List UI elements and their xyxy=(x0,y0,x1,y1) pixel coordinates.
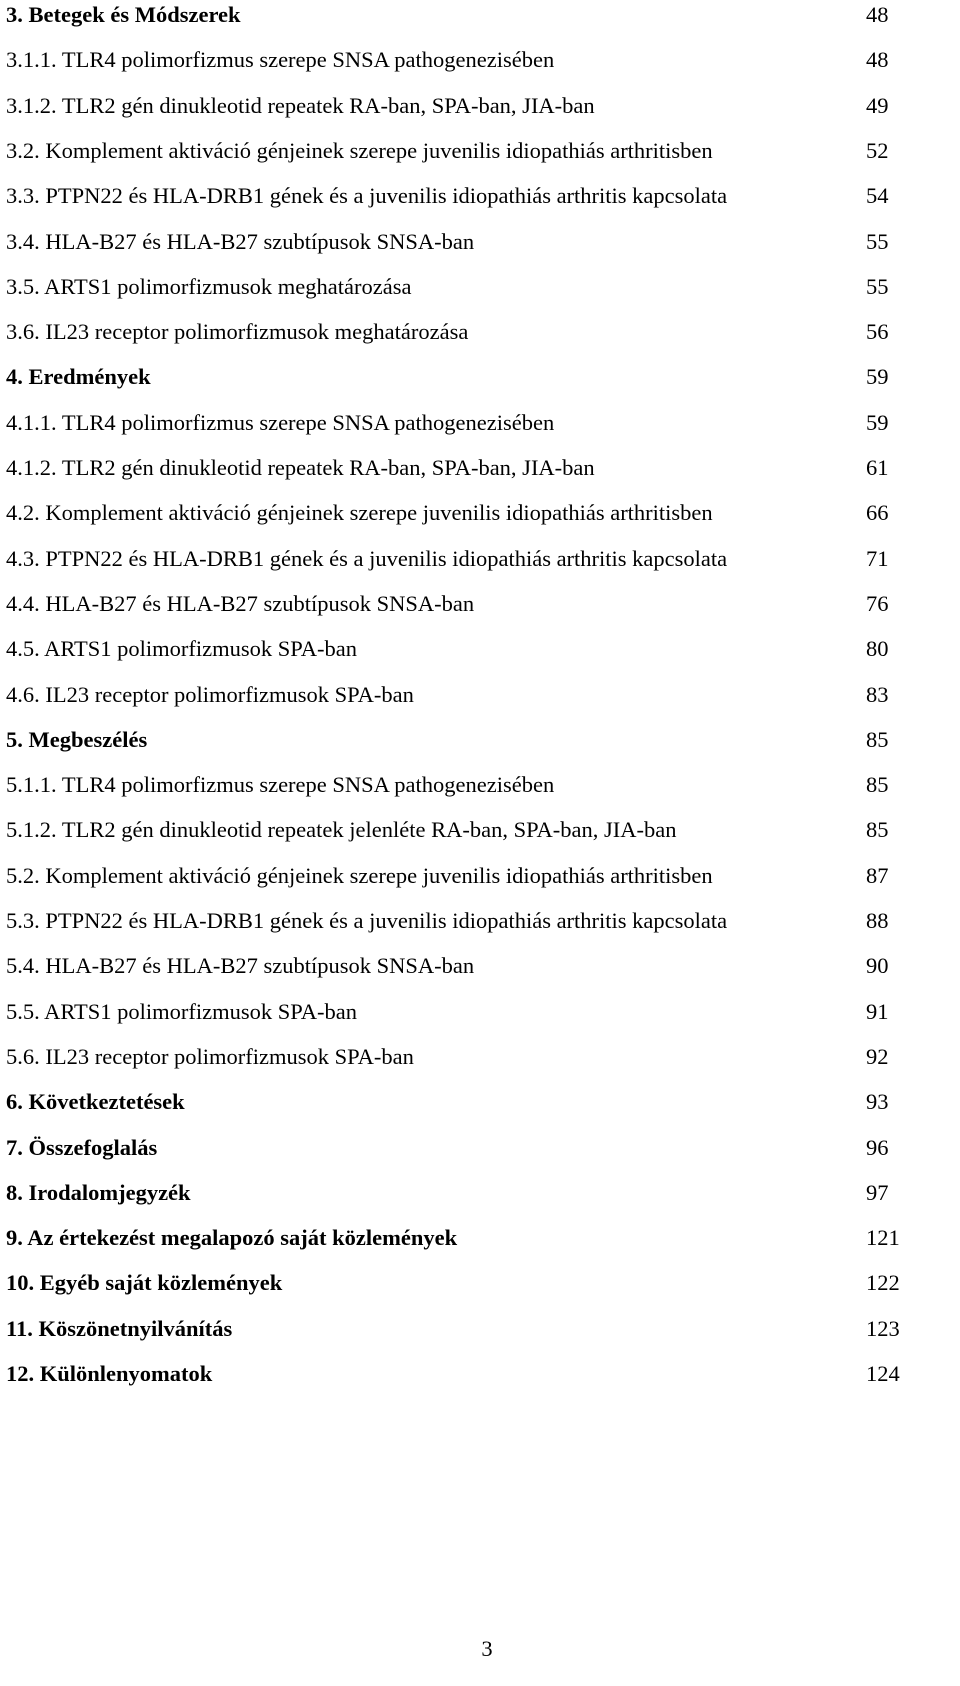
toc-entry-page: 96 xyxy=(866,1134,889,1160)
toc-section-entry xyxy=(0,273,960,316)
toc-entry-page: 88 xyxy=(866,908,889,933)
toc-entry-title: 9. Az értekezést megalapozó saját közlemények xyxy=(6,1225,458,1251)
toc-entry-page: 48 xyxy=(866,47,889,73)
toc-section-entry xyxy=(0,1043,960,1086)
toc-entry-page: 97 xyxy=(866,1179,889,1205)
toc-entry-page: 83 xyxy=(866,681,889,707)
toc-entry-title: 4. Eredmények xyxy=(6,364,151,390)
toc-entry-title: 4.2. Komplement aktiváció génjeinek szerepe juvenilis idiopathiás arthritisben xyxy=(6,500,713,526)
toc-entry-title: 8. Irodalomjegyzék xyxy=(6,1179,191,1205)
toc-chapter-entry xyxy=(0,1272,960,1312)
toc-entry-title: 5. Megbeszélés xyxy=(6,726,148,752)
toc-entry-title: 3.1.1. TLR4 polimorfizmus szerepe SNSA pathogenezisében xyxy=(6,47,555,73)
toc-section-entry xyxy=(0,910,960,950)
toc-entry-title: 6. Következtetések xyxy=(6,1089,185,1115)
toc-section-entry xyxy=(0,819,960,859)
toc-chapter-entry xyxy=(0,1315,960,1358)
page-number: 3 xyxy=(481,1636,493,1661)
toc-entry-title: 4.1.1. TLR4 polimorfizmus szerepe SNSA pathogenezisében xyxy=(6,409,555,435)
toc-section-entry xyxy=(0,590,960,633)
toc-entry-page: 80 xyxy=(866,636,889,662)
toc-section-entry xyxy=(0,862,960,905)
toc-entry-page: 122 xyxy=(866,1270,900,1296)
toc-entry-page: 123 xyxy=(866,1315,900,1341)
toc-entry-title: 10. Egyéb saját közlemények xyxy=(6,1270,283,1296)
toc-chapter-entry xyxy=(0,1179,960,1222)
toc-entry-page: 55 xyxy=(866,273,889,299)
toc-entry-page: 56 xyxy=(866,319,889,345)
toc-section-entry xyxy=(0,638,960,678)
toc-entry-page: 85 xyxy=(866,772,889,798)
toc-entry-title: 5.1.1. TLR4 polimorfizmus szerepe SNSA pathogenezisében xyxy=(6,772,555,798)
toc-entry-page: 90 xyxy=(866,953,889,979)
toc-entry-title: 5.1.2. TLR2 gén dinukleotid repeatek jelenléte RA-ban, SPA-ban, JIA-ban xyxy=(6,817,677,843)
toc-section-entry xyxy=(0,49,960,89)
toc-entry-page: 49 xyxy=(866,92,889,118)
toc-entry-title: 3.4. HLA-B27 és HLA-B27 szubtípusok SNSA-ban xyxy=(6,228,475,254)
toc-entry-page: 91 xyxy=(866,998,889,1024)
toc-entry-title: 3. Betegek és Módszerek xyxy=(6,2,241,27)
toc-section-entry xyxy=(0,774,960,814)
toc-chapter-entry xyxy=(0,1363,960,1403)
toc-chapter-entry xyxy=(0,726,960,769)
toc-entry-title: 5.4. HLA-B27 és HLA-B27 szubtípusok SNSA-ban xyxy=(6,953,475,979)
toc-entry-page: 71 xyxy=(866,545,889,571)
toc-entry-page: 85 xyxy=(866,817,889,843)
toc-entry-page: 121 xyxy=(866,1225,900,1251)
toc-chapter-entry xyxy=(0,1227,960,1267)
toc-entry-page: 87 xyxy=(866,862,889,888)
toc-entry-title: 3.1.2. TLR2 gén dinukleotid repeatek RA-ban, SPA-ban, JIA-ban xyxy=(6,92,595,118)
toc-section-entry xyxy=(0,228,960,271)
toc-entry-page: 54 xyxy=(866,183,889,209)
toc-chapter-entry xyxy=(0,4,960,44)
toc-entry-title: 3.2. Komplement aktiváció génjeinek szerepe juvenilis idiopathiás arthritisben xyxy=(6,137,713,163)
toc-entry-page: 66 xyxy=(866,500,889,526)
toc-entry-title: 4.1.2. TLR2 gén dinukleotid repeatek RA-ban, SPA-ban, JIA-ban xyxy=(6,455,595,480)
toc-entry-page: 76 xyxy=(866,590,889,616)
toc-entry-page: 55 xyxy=(866,228,889,254)
toc-entry-page: 61 xyxy=(866,455,889,480)
toc-entry-title: 5.2. Komplement aktiváció génjeinek szerepe juvenilis idiopathiás arthritisben xyxy=(6,862,713,888)
toc-entry-title: 4.3. PTPN22 és HLA-DRB1 gének és a juvenilis idiopathiás arthritis kapcsolata xyxy=(6,545,728,571)
toc-entry-title: 3.3. PTPN22 és HLA-DRB1 gének és a juvenilis idiopathiás arthritis kapcsolata xyxy=(6,183,728,209)
toc-section-entry xyxy=(0,545,960,588)
toc-entry-page: 59 xyxy=(866,364,889,390)
toc-chapter-entry xyxy=(0,366,960,406)
toc-section-entry xyxy=(0,502,960,542)
toc-section-entry xyxy=(0,185,960,225)
toc-entry-title: 4.4. HLA-B27 és HLA-B27 szubtípusok SNSA-ban xyxy=(6,590,475,616)
toc-chapter-entry xyxy=(0,1091,960,1131)
toc-entry-title: 5.3. PTPN22 és HLA-DRB1 gének és a juvenilis idiopathiás arthritis kapcsolata xyxy=(6,908,728,933)
toc-entry-title: 11. Köszönetnyilvánítás xyxy=(6,1315,233,1341)
toc-entry-page: 59 xyxy=(866,409,889,435)
toc-entry-page: 85 xyxy=(866,726,889,752)
toc-entry-title: 12. Különlenyomatok xyxy=(6,1361,213,1386)
toc-entry-page: 48 xyxy=(866,2,889,27)
toc-section-entry xyxy=(0,955,960,995)
toc-entry-title: 3.6. IL23 receptor polimorfizmusok meghatározása xyxy=(6,319,469,345)
toc-entry-title: 5.5. ARTS1 polimorfizmusok SPA-ban xyxy=(6,998,357,1024)
toc-entry-page: 52 xyxy=(866,137,889,163)
toc-entry-title: 5.6. IL23 receptor polimorfizmusok SPA-ban xyxy=(6,1043,414,1069)
toc-section-entry xyxy=(0,92,960,135)
toc-section-entry xyxy=(0,137,960,180)
toc-section-entry xyxy=(0,321,960,361)
toc-entry-title: 4.6. IL23 receptor polimorfizmusok SPA-ban xyxy=(6,681,414,707)
toc-section-entry xyxy=(0,681,960,724)
toc-section-entry xyxy=(0,998,960,1041)
toc-entry-title: 7. Összefoglalás xyxy=(6,1134,158,1160)
toc-section-entry xyxy=(0,409,960,452)
toc-section-entry xyxy=(0,457,960,497)
toc-entry-title: 3.5. ARTS1 polimorfizmusok meghatározása xyxy=(6,273,412,299)
toc-chapter-entry xyxy=(0,1134,960,1177)
toc-entry-page: 93 xyxy=(866,1089,889,1115)
toc-entry-title: 4.5. ARTS1 polimorfizmusok SPA-ban xyxy=(6,636,357,662)
toc-entry-page: 92 xyxy=(866,1043,889,1069)
toc-entry-page: 124 xyxy=(866,1361,900,1386)
